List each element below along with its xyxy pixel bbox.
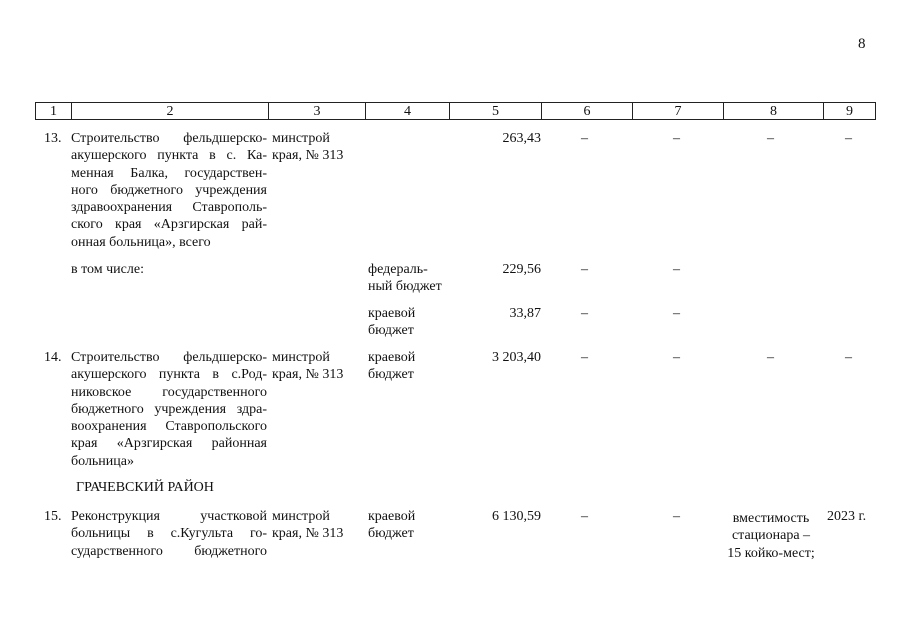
- col6-value: –: [581, 262, 588, 277]
- section-heading: ГРАЧЕВСКИЙ РАЙОН: [76, 480, 214, 495]
- col9-value: –: [845, 131, 852, 146]
- executor: минстрой края, № 313: [272, 509, 344, 542]
- object-name: Строительство фельдшерско- акушерского пункта в с.Род- никовское государственного бюджетного учреждения здра- воохранения Ставропольского края «Арзгирская районная больница»: [71, 350, 267, 469]
- header-col-8: 8: [723, 102, 823, 120]
- executor: минстрой края, № 313: [272, 131, 344, 164]
- funding-source: краевой бюджет: [368, 509, 416, 542]
- col6-value: –: [581, 306, 588, 321]
- header-col-1: 1: [35, 102, 71, 120]
- funding-source: федераль- ный бюджет: [368, 262, 442, 295]
- col8-value: вместимость стационара – 15 койко-мест;: [727, 511, 815, 561]
- funding-source: краевой бюджет: [368, 306, 416, 339]
- header-col-2: 2: [71, 102, 268, 120]
- col7-value: –: [673, 131, 680, 146]
- amount: 33,87: [509, 306, 541, 321]
- col6-value: –: [581, 509, 588, 524]
- amount: 263,43: [502, 131, 541, 146]
- col8-value: –: [767, 350, 774, 365]
- header-col-5: 5: [449, 102, 541, 120]
- col9-value: 2023 г.: [827, 509, 867, 524]
- col7-value: –: [673, 306, 680, 321]
- header-col-4: 4: [365, 102, 449, 120]
- row-number: 13.: [44, 131, 62, 146]
- header-col-9: 9: [823, 102, 876, 120]
- row-number: 14.: [44, 350, 62, 365]
- col7-value: –: [673, 350, 680, 365]
- executor: минстрой края, № 313: [272, 350, 344, 383]
- page-number: 8: [858, 36, 866, 52]
- col7-value: –: [673, 262, 680, 277]
- col7-value: –: [673, 509, 680, 524]
- header-col-3: 3: [268, 102, 365, 120]
- col6-value: –: [581, 131, 588, 146]
- amount: 229,56: [502, 262, 541, 277]
- header-col-6: 6: [541, 102, 632, 120]
- funding-source: краевой бюджет: [368, 350, 416, 383]
- header-col-7: 7: [632, 102, 723, 120]
- amount: 6 130,59: [492, 509, 541, 524]
- object-name: Строительство фельдшерско- акушерского пункта в с. Ка- менная Балка, государствен- ного бюджетного учреждения здравоохранения Ставрополь- ского края «Арзгирская рай- онная больница», всего: [71, 131, 267, 250]
- col9-value: –: [845, 350, 852, 365]
- object-name: в том числе:: [71, 262, 144, 277]
- object-name: Реконструкция участковой больницы в с.Кугульта го- сударственного бюджетного: [71, 509, 267, 559]
- row-number: 15.: [44, 509, 62, 524]
- col6-value: –: [581, 350, 588, 365]
- amount: 3 203,40: [492, 350, 541, 365]
- col8-value: –: [767, 131, 774, 146]
